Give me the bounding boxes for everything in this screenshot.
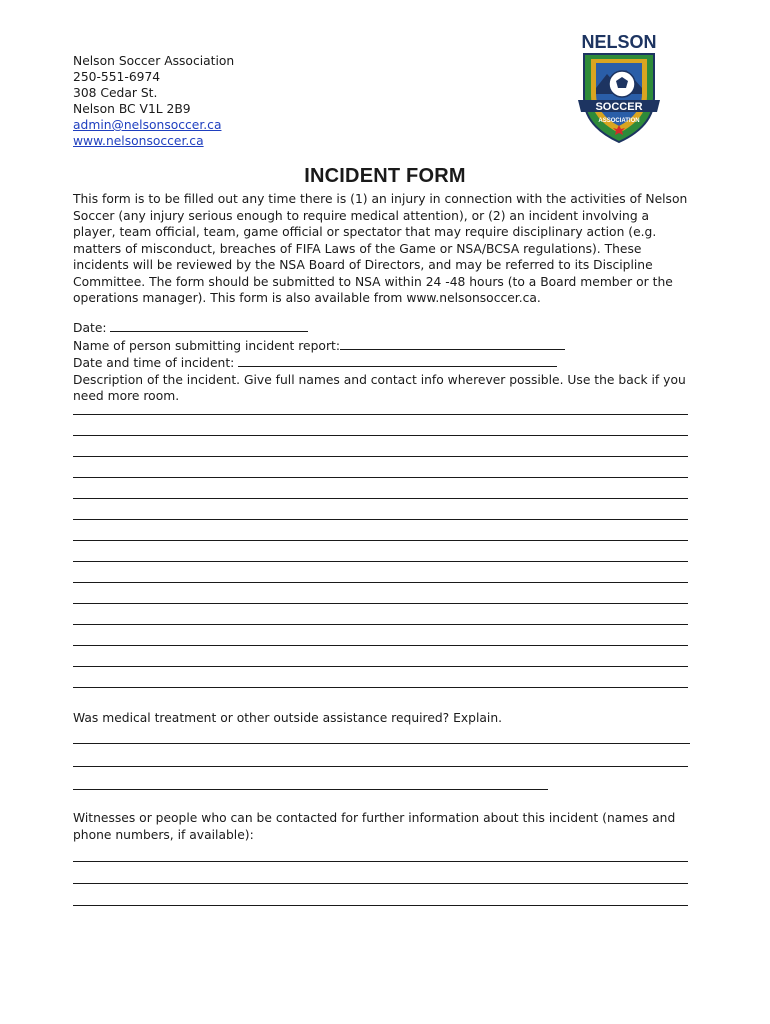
description-line[interactable] [73, 687, 688, 688]
date-field [73, 319, 693, 337]
description-line[interactable] [73, 519, 688, 520]
submitter-label: Name of person submitting incident report: [73, 338, 340, 353]
date-input[interactable] [110, 319, 308, 332]
form-title: INCIDENT FORM [304, 165, 466, 187]
form-fields [73, 319, 693, 405]
description-line[interactable] [73, 498, 688, 499]
website-link[interactable]: www.nelsonsoccer.ca [73, 134, 204, 148]
datetime-field [73, 354, 693, 372]
logo-top-text: NELSON [581, 32, 657, 52]
witness-line[interactable] [73, 861, 688, 862]
contact-block [73, 53, 234, 149]
description-line[interactable] [73, 435, 688, 436]
description-label: Description of the incident. Give full names and contact info wherever possible. Use the back if you need more room. [73, 372, 686, 403]
description-line[interactable] [73, 561, 688, 562]
description-line[interactable] [73, 645, 688, 646]
medical-label: Was medical treatment or other outside assistance required? Explain. [73, 711, 503, 725]
org-city: Nelson BC V1L 2B9 [73, 102, 191, 116]
medical-line[interactable] [73, 789, 548, 790]
submitter-input[interactable] [340, 337, 565, 350]
logo-sub-text: ASSOCIATION [598, 118, 640, 124]
datetime-label: Date and time of incident: [73, 356, 235, 370]
medical-line[interactable] [73, 766, 688, 767]
medical-line[interactable] [73, 743, 690, 744]
description-line[interactable] [73, 477, 688, 478]
logo-banner-text: SOCCER [595, 101, 643, 113]
nelson-soccer-logo [572, 28, 666, 146]
witness-line[interactable] [73, 905, 688, 906]
witness-line[interactable] [73, 883, 688, 884]
description-line[interactable] [73, 582, 688, 583]
date-label: Date: [73, 321, 107, 335]
description-line[interactable] [73, 456, 688, 457]
description-line[interactable] [73, 666, 688, 667]
submitter-field [73, 337, 693, 355]
datetime-input[interactable] [238, 354, 557, 367]
org-street: 308 Cedar St. [73, 86, 158, 100]
description-line[interactable] [73, 603, 688, 604]
description-line[interactable] [73, 624, 688, 625]
witnesses-label: Witnesses or people who can be contacted for further information about this incident (names and phone numbers, if available): [73, 811, 676, 842]
description-line[interactable] [73, 414, 688, 415]
description-line[interactable] [73, 540, 688, 541]
org-phone: 250-551-6974 [73, 70, 161, 84]
form-intro: This form is to be filled out any time there is (1) an injury in connection with the activities of Nelson Soccer (any injury serious enough to require medical attention), or (2) an incident involving a player, team official, team, game official or spectator that may require disciplinary action (e.g. matters of misconduct, breaches of FIFA Laws of the Game or NSA/BCSA regulations). These incidents will be reviewed by the NSA Board of Directors, and may be referred to its Discipline Committee. The form should be submitted to NSA within 24 -48 hours (to a Board member or the operations manager). This form is also available from www.nelsonsoccer.ca. [73, 192, 688, 305]
email-link[interactable]: admin@nelsonsoccer.ca [73, 118, 222, 132]
org-name: Nelson Soccer Association [73, 54, 235, 68]
